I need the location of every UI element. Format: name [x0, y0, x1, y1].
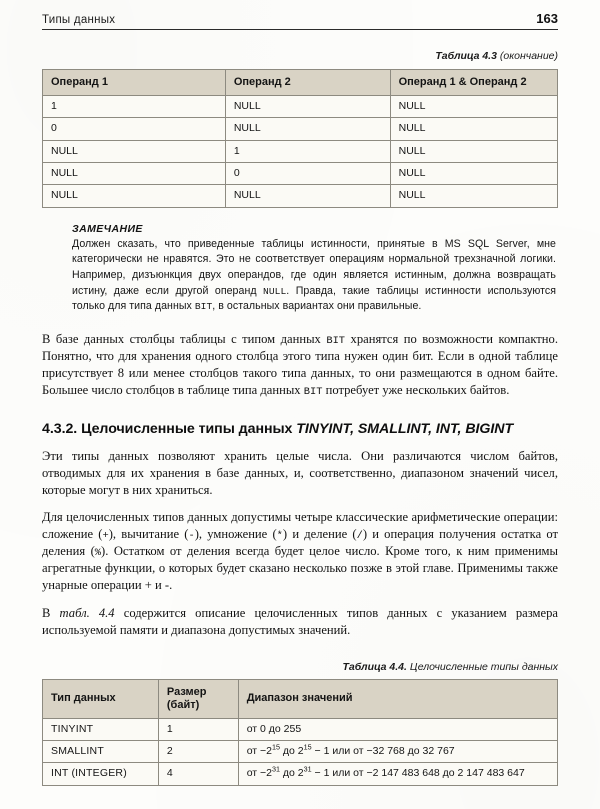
table-43-caption-number: Таблица 4.3 [435, 50, 497, 62]
note-text-part3: , в остальных вариантах они правильные. [212, 300, 422, 313]
table-44-header-row [43, 679, 558, 718]
operator-divide: / [356, 530, 363, 543]
note-text-part2: . Правда, такие таблицы истинности используются только для типа данных [72, 284, 557, 313]
table-43-cell: NULL [390, 95, 557, 117]
truth-table-43 [42, 69, 558, 208]
table-44-size-cell: 1 [158, 718, 238, 740]
table-43-cell: NULL [390, 185, 557, 207]
table-43-header-cell: Операнд 1 [43, 70, 226, 96]
table-43-cell: 0 [43, 118, 226, 140]
operator-multiply: * [276, 530, 283, 543]
table-44-range-cell: от $-2^{31}$ до $2^{31} - 1$ или от −2 147 483 648 до 2 147 483 647 [238, 763, 557, 785]
table-43-cell: 1 [225, 140, 390, 162]
table-43-header-cell: Операнд 1 & Операнд 2 [390, 70, 557, 96]
table-row [43, 163, 558, 185]
inline-code-bit: BIT [326, 334, 346, 347]
paragraph-integer-intro: Эти типы данных позволяют хранить целые числа. Они различаются числом байтов, отводимых для их хранения в базе данных, и, соответственно, диапазоном значений чисел, которые могут в них храниться. [42, 448, 558, 498]
paragraph-text: Для целочисленных типов данных допустимы четыре классические арифметические операции: сложение ( [42, 510, 558, 542]
table-43-header-row [43, 70, 558, 96]
note-text-part1: Должен сказать, что приведенные таблицы истинности, принятые в MS SQL Server, мне категорически не нравятся. Это не соответствует операциям нормальной трехзначной логики. Например, дизъюнкция двух операндов, где один является истинным, должна возвращать истину, даже если другой операнд [72, 237, 556, 297]
table-43-cell: 1 [43, 95, 226, 117]
table-43-header-cell: Операнд 2 [225, 70, 390, 96]
operator-minus: - [188, 530, 195, 543]
table-44-type-cell: INT (INTEGER) [43, 763, 159, 785]
paragraph-arithmetic-ops [42, 509, 558, 594]
table-43-caption-suffix: (окончание) [496, 50, 558, 62]
table-44-caption [42, 661, 558, 673]
table-row [43, 740, 558, 762]
operator-modulo: % [94, 547, 102, 560]
table-44-header-cell: Размер (байт) [158, 679, 238, 718]
table-44-range-cell: от 0 до 255 [238, 718, 557, 740]
table-43-cell: NULL [225, 185, 390, 207]
table-43-cell: NULL [390, 140, 557, 162]
table-44-header-cell: Диапазон значений [238, 679, 557, 718]
table-44-range-cell: от $-2^{15}$ до $2^{15} - 1$ или от −32 768 до 32 767 [238, 740, 557, 762]
table-44-type-cell: TINYINT [43, 718, 159, 740]
table-43-cell: 0 [225, 163, 390, 185]
paragraph-text: содержится описание целочисленных типов данных с указанием размера используемой памяти и диапазона допустимых значений. [42, 605, 558, 637]
table-43-cell: NULL [390, 118, 557, 140]
paragraph-table-reference [42, 605, 558, 639]
paragraph-bit-storage [42, 331, 558, 399]
table-row [43, 140, 558, 162]
table-44-caption-number: Таблица 4.4. [342, 660, 407, 673]
paragraph-text: ). Остатком от деления всегда будет целое число. Кроме того, к ним применимы агрегатные функции, о которых будет сказано несколько позже в этой главе. Применимы также унарные операции + и -. [42, 544, 558, 593]
section-number: 4.3.2. [42, 420, 78, 437]
table-43-cell: NULL [43, 163, 226, 185]
paragraph-text: ), умножение ( [194, 527, 277, 542]
table-reference: табл. 4.4 [59, 605, 115, 620]
note-body [72, 237, 556, 315]
note-code-null: NULL [263, 285, 287, 297]
operator-plus: + [102, 530, 109, 543]
running-head-title: Типы данных [42, 14, 116, 26]
section-heading-432 [42, 421, 558, 437]
page-content [42, 0, 558, 786]
table-43-body [43, 95, 558, 207]
table-43-caption [42, 50, 558, 62]
table-row [43, 185, 558, 207]
table-row [43, 118, 558, 140]
page-number: 163 [536, 11, 558, 26]
inline-code-bit: BIT [303, 385, 323, 398]
table-row [43, 95, 558, 117]
paragraph-text: ), вычитание ( [108, 527, 189, 542]
section-title-types: TINYINT, SMALLINT, INT, BIGINT [296, 420, 514, 437]
table-43-cell: NULL [43, 185, 226, 207]
integer-types-table-44 [42, 679, 558, 786]
note-code-bit: BIT [194, 301, 213, 313]
table-44-size-cell: 2 [158, 740, 238, 762]
paragraph-text: В [42, 605, 60, 620]
table-44-body [43, 718, 558, 785]
table-43-cell: NULL [225, 95, 390, 117]
paragraph-text: В базе данных столбцы таблицы с типом данных [42, 331, 327, 346]
table-43-cell: NULL [225, 118, 390, 140]
paragraph-text: потребует уже нескольких байтов. [322, 382, 510, 397]
note-block [72, 223, 556, 315]
table-44-header-cell: Тип данных [43, 679, 159, 718]
table-44-caption-suffix: Целочисленные типы данных [406, 660, 558, 673]
section-title: Целочисленные типы данных [77, 420, 297, 437]
table-row [43, 763, 558, 785]
paragraph-text: ) и деление ( [282, 527, 357, 542]
running-head [42, 0, 558, 30]
table-44-size-cell: 4 [158, 763, 238, 785]
paragraph-text: ) и операция получения остатка от деления ( [42, 527, 558, 559]
note-title: ЗАМЕЧАНИЕ [72, 222, 143, 235]
table-43-cell: NULL [390, 163, 557, 185]
table-44-type-cell: SMALLINT [43, 740, 159, 762]
table-43-cell: NULL [43, 140, 226, 162]
table-row [43, 718, 558, 740]
paragraph-text: хранятся по возможности компактно. Понятно, что для хранения одного столбца этого типа нужен один бит. Если в одной таблице присутствует 8 или менее столбцов такого типа данных, то они размещаются в одном байте. Большее число столбцов в таблице типа данных [42, 331, 558, 397]
